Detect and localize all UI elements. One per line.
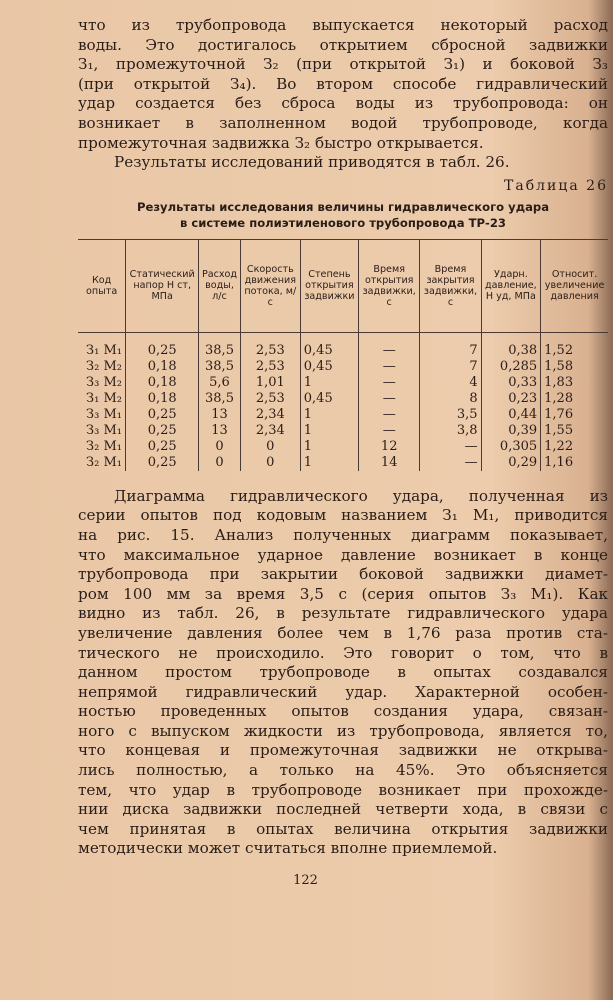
table-header-row — [78, 239, 608, 332]
text-line: Диаграмма гидравлического удара, полученная из — [114, 486, 608, 505]
column-header: Скорость движения потока, м/с — [240, 239, 300, 332]
text-line: видно из табл. 26, в результате гидравлического удара — [78, 604, 608, 623]
column-header: Ударн. давление, Н уд, МПа — [481, 239, 541, 332]
text-line: З₁, промежуточной З₂ (при открытой З₁) и боковой З₃ — [78, 55, 608, 74]
table-cell: 0,39 — [481, 423, 541, 439]
text-line: данном простом трубопроводе в опытах создавался — [78, 663, 608, 682]
table-cell: З₃ М₁ — [86, 406, 122, 422]
table-cell: З₂ М₁ — [86, 438, 122, 454]
text-line: методически может считаться вполне приемлемой. — [78, 839, 498, 858]
spacer-cell — [126, 332, 199, 343]
column-header: Статический напор Н ст, МПа — [126, 239, 199, 332]
table-cell: 38,5 — [199, 343, 241, 359]
paragraph-1 — [78, 16, 608, 153]
text-line: лись полностью, а только на 45%. Это объясняется — [78, 761, 608, 780]
table-cell: 1,83 — [541, 375, 608, 391]
text-line: Результаты исследований приводятся в табл. 26. — [114, 153, 510, 172]
spacer-cell — [541, 332, 608, 343]
spacer-cell — [359, 332, 420, 343]
spacer-cell — [78, 332, 126, 343]
text-line: ного с выпуском жидкости из трубопровода, является то, — [78, 721, 608, 740]
table-row — [78, 455, 608, 471]
spacer-cell — [481, 332, 541, 343]
text-line: тического не происходило. Это говорит о том, что в — [78, 643, 608, 662]
table-cell: 0 — [199, 455, 241, 471]
column-header: Относит. увеличение давления — [541, 239, 608, 332]
table-cell: 0,38 — [481, 343, 541, 359]
table-cell: 7 — [420, 343, 481, 359]
text-line: воды. Это достигалось открытием сбросной задвижки — [78, 35, 608, 54]
table-cell: З₂ М₁ — [86, 454, 122, 470]
text-line: ностью проведенных опытов создания удара, связан- — [78, 702, 608, 721]
table-cell: 1,58 — [541, 359, 608, 375]
table-cell: 1,76 — [541, 407, 608, 423]
table-cell: 0,18 — [126, 359, 199, 375]
table-title-line: Результаты исследования величины гидравлического удара — [136, 199, 550, 214]
text-line: на рис. 15. Анализ полученных диаграмм показывает, — [78, 525, 608, 544]
table-cell: 3,5 — [420, 407, 481, 423]
results-table — [78, 239, 608, 471]
table-cell: 13 — [199, 407, 241, 423]
table-cell: 38,5 — [199, 359, 241, 375]
table-cell: 0,18 — [126, 375, 199, 391]
table-cell: 0,285 — [481, 359, 541, 375]
column-header: Время закрытия задвижки, с — [420, 239, 481, 332]
table-cell: — — [359, 407, 420, 423]
table-cell: 0,18 — [126, 391, 199, 407]
column-header: Расход воды, л/с — [199, 239, 241, 332]
table-label: Таблица 26 — [504, 177, 608, 194]
table-cell: 0,25 — [126, 343, 199, 359]
table-cell: 8 — [420, 391, 481, 407]
table-row — [78, 407, 608, 423]
text-line: возникает в заполненном водой трубопроводе, когда — [78, 113, 608, 132]
spacer-cell — [420, 332, 481, 343]
table-cell: 12 — [359, 439, 420, 455]
table-spacer-row — [78, 332, 608, 343]
table-cell: 0,45 — [300, 343, 358, 359]
text-line: что концевая и промежуточная задвижки не открыва- — [78, 741, 608, 760]
text-line: серии опытов под кодовым названием З₁ М₁, приводится — [78, 506, 608, 525]
table-cell: 1,01 — [240, 375, 300, 391]
text-line: увеличение давления более чем в 1,76 раза против ста- — [78, 623, 608, 642]
text-line: (при открытой З₄). Во втором способе гидравлический — [78, 74, 608, 93]
table-cell: 0,33 — [481, 375, 541, 391]
table-title — [78, 199, 608, 231]
text-line: трубопровода при закрытии боковой задвижки диамет- — [78, 565, 608, 584]
table-cell: — — [420, 439, 481, 455]
column-header: Время открытия задвижки, с — [359, 239, 420, 332]
text-line: что из трубопровода выпускается некоторый расход — [78, 16, 608, 34]
table-cell: — — [420, 455, 481, 471]
column-header: Степень открытия задвижки — [300, 239, 358, 332]
paragraph-2 — [78, 153, 608, 173]
table-row — [78, 439, 608, 455]
page-number: 122 — [293, 873, 318, 889]
text-line: тем, что удар в трубопроводе возникает при прохожде- — [78, 780, 608, 799]
text-line: чем принятая в опытах величина открытия задвижки — [78, 819, 608, 838]
table-cell: 0,25 — [126, 423, 199, 439]
table-cell: 2,53 — [240, 391, 300, 407]
column-header: Код опыта — [78, 239, 126, 332]
table-cell: 2,34 — [240, 423, 300, 439]
table-cell: 0,45 — [300, 391, 358, 407]
table-cell: 2,53 — [240, 343, 300, 359]
table-cell: — — [359, 359, 420, 375]
table-cell: 0,29 — [481, 455, 541, 471]
table-cell: 1 — [300, 407, 358, 423]
table-cell: З₁ М₁ — [86, 342, 122, 358]
table-cell: 0 — [240, 439, 300, 455]
table-cell: 38,5 — [199, 391, 241, 407]
text-line: что максимальное ударное давление возникает в конце — [78, 545, 608, 564]
table-cell: 1,22 — [541, 439, 608, 455]
table-cell: 0,25 — [126, 407, 199, 423]
table-cell: 1,16 — [541, 455, 608, 471]
spacer-cell — [300, 332, 358, 343]
table-cell: 0,25 — [126, 439, 199, 455]
table-row — [78, 423, 608, 439]
text-line: непрямой гидравлический удар. Характерной особен- — [78, 682, 608, 701]
table-cell: 2,34 — [240, 407, 300, 423]
table-cell: — — [359, 375, 420, 391]
table-cell: — — [359, 343, 420, 359]
table-cell: 4 — [420, 375, 481, 391]
table-cell: 1,52 — [541, 343, 608, 359]
table-row — [78, 391, 608, 407]
table-cell: 13 — [199, 423, 241, 439]
table-cell: 1 — [300, 375, 358, 391]
table-row — [78, 375, 608, 391]
table-cell: 0,23 — [481, 391, 541, 407]
table-title-line: в системе полиэтиленового трубопровода ТР-23 — [180, 215, 506, 230]
table-row — [78, 359, 608, 375]
table-cell: 0,305 — [481, 439, 541, 455]
table-cell: 0,25 — [126, 455, 199, 471]
table-cell: З₃ М₁ — [86, 422, 122, 438]
table-cell: З₂ М₂ — [86, 358, 122, 374]
text-line: нии диска задвижки последней четверти хода, в связи с — [78, 800, 608, 819]
table-cell: 0 — [199, 439, 241, 455]
spacer-cell — [199, 332, 241, 343]
table-cell: 1,28 — [541, 391, 608, 407]
text-line: промежуточная задвижка З₂ быстро открывается. — [78, 133, 484, 152]
table-cell: 1 — [300, 439, 358, 455]
spacer-cell — [240, 332, 300, 343]
paragraph-3 — [78, 487, 608, 859]
table-row — [78, 343, 608, 359]
text-line: ром 100 мм за время 3,5 с (серия опытов З₃ М₁). Как — [78, 584, 608, 603]
table-cell: 14 — [359, 455, 420, 471]
table-cell: — — [359, 391, 420, 407]
table-cell: 2,53 — [240, 359, 300, 375]
table-cell: 5,6 — [199, 375, 241, 391]
text-line: удар создается без сброса воды из трубопровода: он — [78, 94, 608, 113]
table-cell: 0,45 — [300, 359, 358, 375]
table-cell: 0 — [240, 455, 300, 471]
table-cell: 1,55 — [541, 423, 608, 439]
table-cell: З₃ М₂ — [86, 374, 122, 390]
table-cell: 0,44 — [481, 407, 541, 423]
table-cell: З₁ М₂ — [86, 390, 122, 406]
table-cell: 1 — [300, 423, 358, 439]
table-cell: — — [359, 423, 420, 439]
table-cell: 7 — [420, 359, 481, 375]
table-cell: 1 — [300, 455, 358, 471]
table-cell: 3,8 — [420, 423, 481, 439]
